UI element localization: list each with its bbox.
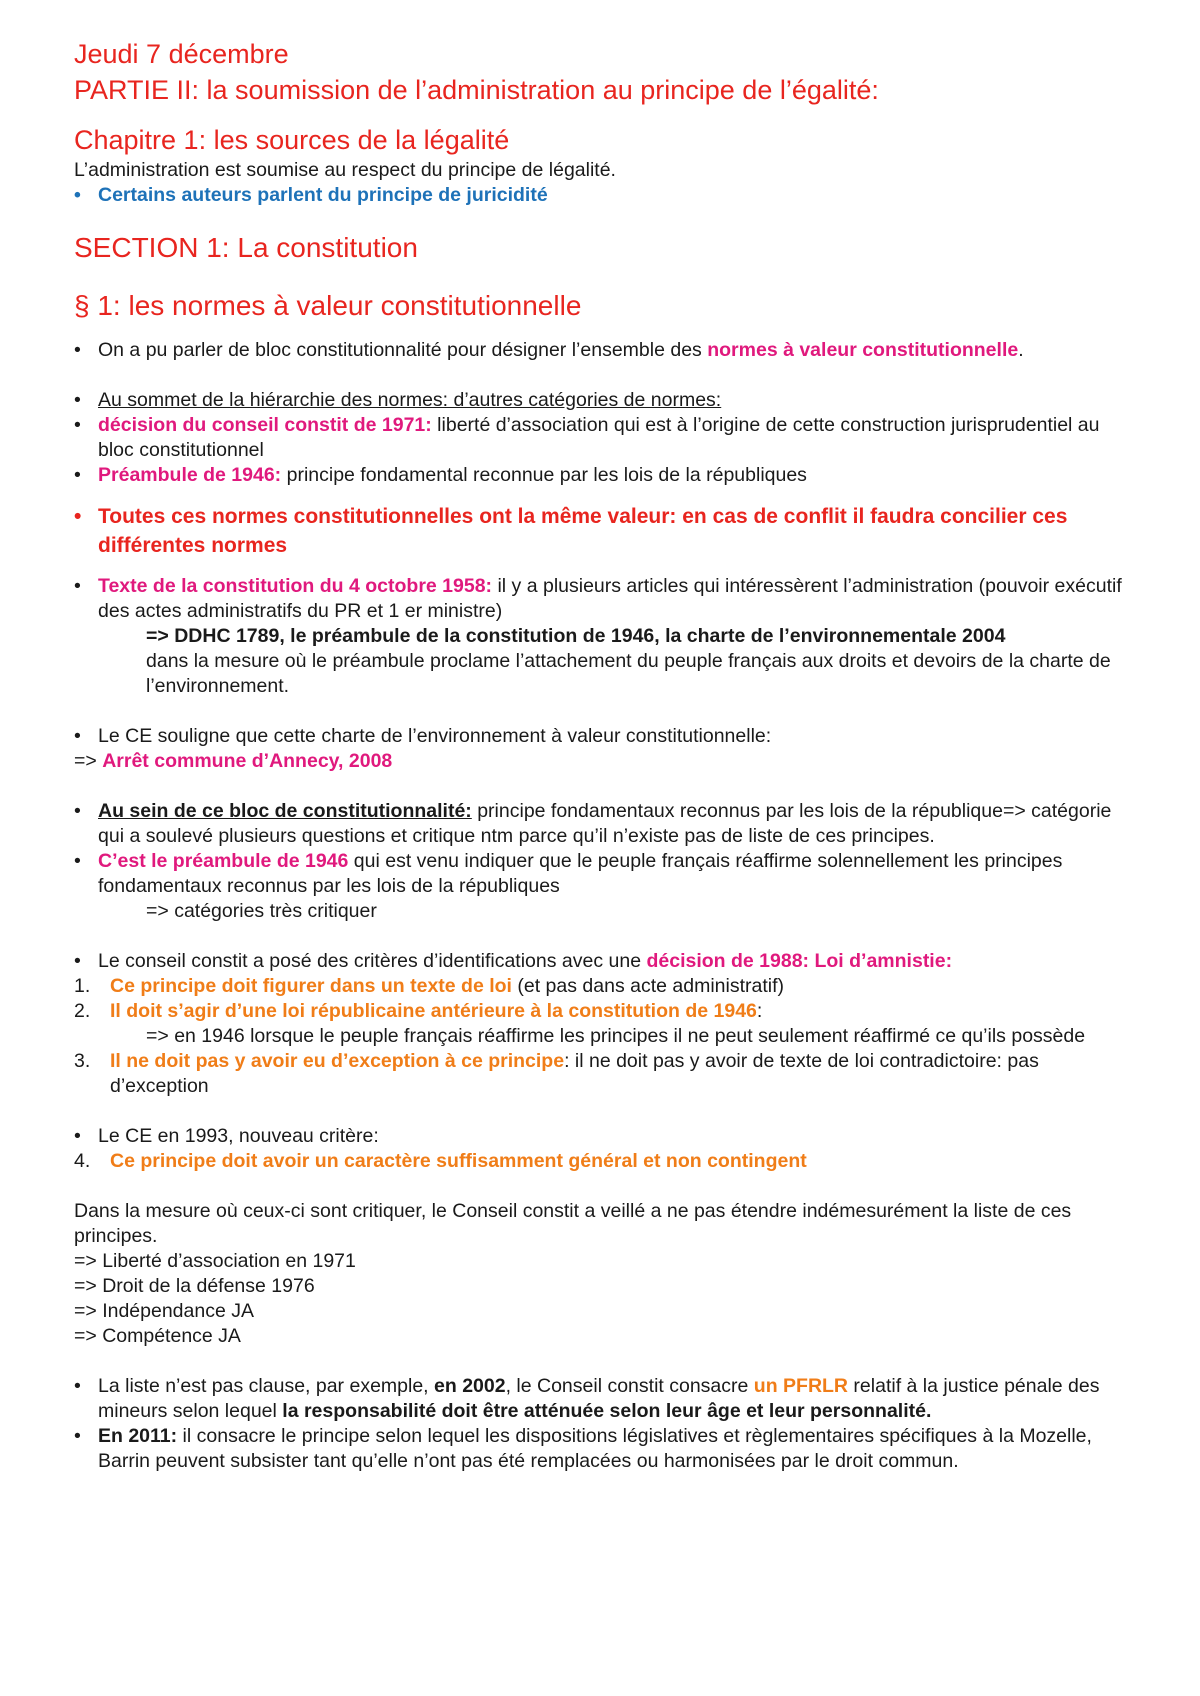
criterion-1: 1. Ce principe doit figurer dans un texte de loi (et pas dans acte administratif) bbox=[74, 975, 785, 997]
sub-preambule: dans la mesure où le préambule proclame l’attachement du peuple français aux droits et devoirs de la charte de l’environnement. bbox=[146, 650, 1111, 697]
bullet-constitution-1958: • Texte de la constitution du 4 octobre 1958: il y a plusieurs articles qui intéressèrent l’administration (pouvoir exécutif des actes administratifs du PR et 1 er ministre) bbox=[74, 574, 1140, 624]
bullet-bloc: • On a pu parler de bloc constitutionnalité pour désigner l’ensemble des normes à valeur constitutionnelle. bbox=[74, 338, 1140, 363]
bullet-sommet: • Au sommet de la hiérarchie des normes: d’autres catégories de normes: bbox=[74, 388, 1140, 413]
arrow-item: => Compétence JA bbox=[74, 1325, 241, 1347]
paragraph-critiquer: Dans la mesure où ceux-ci sont critiquer, le Conseil constit a veillé a ne pas étendre indémesurément la liste de ces principes. bbox=[74, 1200, 1072, 1247]
intro-line: L’administration est soumise au respect du principe de légalité. bbox=[74, 159, 616, 181]
bullet-meme-valeur: • Toutes ces normes constitutionnelles ont la même valeur: en cas de conflit il faudra concilier ces différentes normes bbox=[74, 502, 1140, 560]
bullet-preambule-1946: • Préambule de 1946: principe fondamental reconnue par les lois de la républiques bbox=[74, 463, 1140, 488]
arrow-item: => Droit de la défense 1976 bbox=[74, 1275, 315, 1297]
date-heading: Jeudi 7 décembre bbox=[74, 39, 289, 69]
criterion-3: 3. Il ne doit pas y avoir eu d’exception à ce principe: il ne doit pas y avoir de texte de loi contradictoire: pas d’exception bbox=[74, 1050, 1039, 1097]
arret-annecy: => Arrêt commune d’Annecy, 2008 bbox=[74, 750, 393, 772]
bullet-ce-charte: • Le CE souligne que cette charte de l’environnement à valeur constitutionnelle: bbox=[74, 724, 1140, 749]
section-heading: SECTION 1: La constitution bbox=[74, 232, 418, 263]
part-heading: PARTIE II: la soumission de l’administration au principe de l’égalité: bbox=[74, 75, 879, 105]
bullet-2011: • En 2011: il consacre le principe selon lequel les dispositions législatives et règlementaires spécifiques à la Mozelle, Barrin peuvent subsister tant qu’elle n’ont pas été remplacées ou harmonisées par le droit commun. bbox=[74, 1424, 1140, 1474]
arrow-item: => Indépendance JA bbox=[74, 1300, 254, 1322]
sub-ddhc: => DDHC 1789, le préambule de la constitution de 1946, la charte de l’environnementale 2004 bbox=[146, 625, 1006, 647]
bullet-liste-2002: • La liste n’est pas clause, par exemple, en 2002, le Conseil constit consacre un PFRLR relatif à la justice pénale des mineurs selon lequel la responsabilité doit être atténuée selon leur âge et leur personnalité. bbox=[74, 1374, 1140, 1424]
criterion-2: 2. Il doit s’agir d’une loi républicaine antérieure à la constitution de 1946: bbox=[74, 1000, 763, 1022]
sub-categories: => catégories très critiquer bbox=[146, 900, 377, 922]
arrow-item: => Liberté d’association en 1971 bbox=[74, 1250, 356, 1272]
criterion-2-sub: => en 1946 lorsque le peuple français réaffirme les principes il ne peut seulement réaffirmé ce qu’ils possède bbox=[146, 1025, 1086, 1047]
paragraph-heading: § 1: les normes à valeur constitutionnelle bbox=[74, 290, 582, 321]
bullet-cest-preambule: • C’est le préambule de 1946 qui est venu indiquer que le peuple français réaffirme solennellement les principes fondamentaux reconnus par les lois de la républiques bbox=[74, 849, 1140, 899]
bullet-decision-1971: • décision du conseil constit de 1971: liberté d’association qui est à l’origine de cette construction jurisprudentiel au bloc constitutionnel bbox=[74, 413, 1140, 463]
intro-bullet: • Certains auteurs parlent du principe de juricidité bbox=[74, 183, 1140, 208]
bullet-ce-1993: • Le CE en 1993, nouveau critère: bbox=[74, 1124, 1140, 1149]
chapter-heading: Chapitre 1: les sources de la légalité bbox=[74, 125, 510, 155]
bullet-criteres: • Le conseil constit a posé des critères d’identifications avec une décision de 1988: Loi d’amnistie: bbox=[74, 949, 1140, 974]
criterion-4: 4. Ce principe doit avoir un caractère suffisamment général et non contingent bbox=[74, 1150, 807, 1172]
bullet-bloc-constitutionnalite: • Au sein de ce bloc de constitutionnalité: principe fondamentaux reconnus par les lois de la république=> catégorie qui a soulevé plusieurs questions et critique ntm parce qu’il n’existe pas de liste de ces principes. bbox=[74, 799, 1140, 849]
